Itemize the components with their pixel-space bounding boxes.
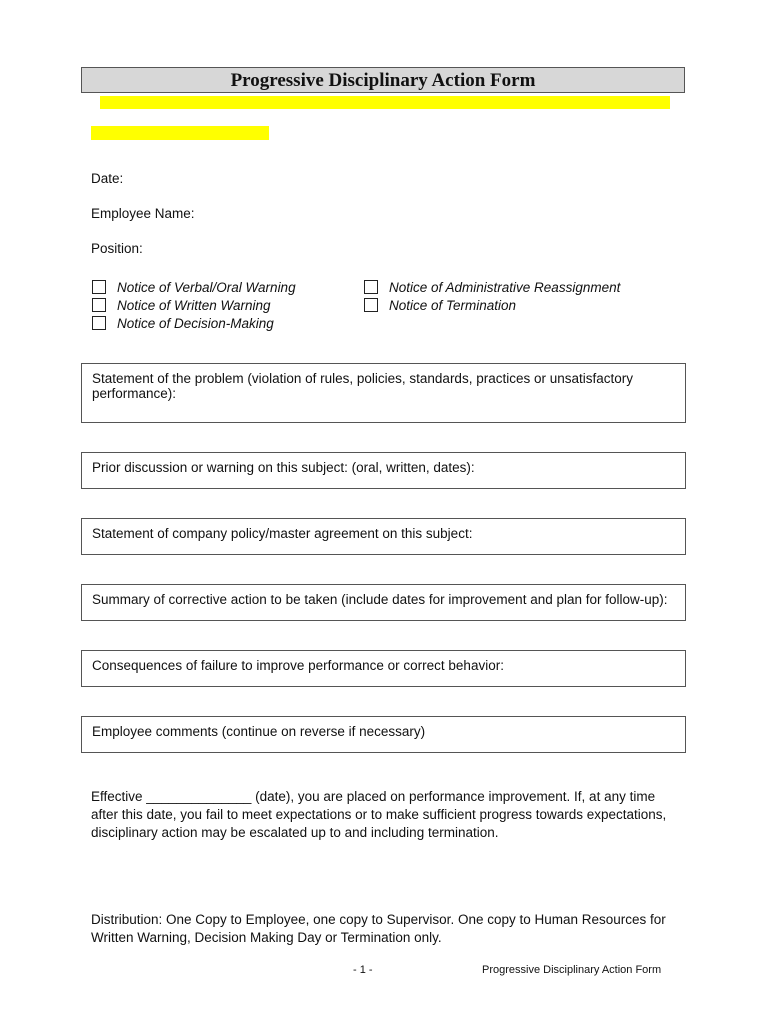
checkbox-group-left [92, 278, 296, 332]
section-label: Statement of company policy/master agreement on this subject: [92, 526, 473, 541]
prior-discussion-field[interactable] [81, 452, 686, 489]
position-label: Position: [91, 241, 143, 256]
checkbox-group-right [364, 278, 620, 314]
form-title: Progressive Disciplinary Action Form [81, 67, 685, 93]
checkbox-row [92, 296, 296, 314]
verbal-warning-checkbox[interactable] [92, 280, 106, 294]
administrative-reassignment-checkbox[interactable] [364, 280, 378, 294]
statement-problem-field[interactable] [81, 363, 686, 423]
termination-checkbox[interactable] [364, 298, 378, 312]
checkbox-row [364, 296, 620, 314]
distribution-note: Distribution: One Copy to Employee, one copy to Supervisor. One copy to Human Resources for Written Warning, Decision Making Day or Termination only. [91, 912, 666, 945]
checkbox-label: Notice of Decision-Making [117, 315, 274, 331]
section-label: Summary of corrective action to be taken (include dates for improvement and plan for follow-up): [92, 592, 668, 607]
checkbox-label: Notice of Verbal/Oral Warning [117, 279, 296, 295]
section-label: Prior discussion or warning on this subject: (oral, written, dates): [92, 460, 475, 475]
consequences-field[interactable] [81, 650, 686, 687]
checkbox-row [364, 278, 620, 296]
footer-title: Progressive Disciplinary Action Form [482, 964, 662, 976]
section-label: Statement of the problem (violation of rules, policies, standards, practices or unsatisfactory performance): [92, 371, 634, 401]
section-label: Consequences of failure to improve performance or correct behavior: [92, 658, 504, 673]
checkbox-row [92, 314, 296, 332]
highlight-bar [91, 126, 269, 140]
decision-making-checkbox[interactable] [92, 316, 106, 330]
effective-paragraph: Effective ______________ (date), you are placed on performance improvement. If, at any time after this date, you fail to meet expectations or to make sufficient progress towards expectations, disciplinary action may be escalated up to and including termination. [91, 789, 667, 840]
checkbox-label: Notice of Written Warning [117, 297, 271, 313]
checkbox-row [92, 278, 296, 296]
page-number: - 1 - [353, 964, 373, 976]
corrective-action-field[interactable] [81, 584, 686, 621]
company-policy-field[interactable] [81, 518, 686, 555]
checkbox-label: Notice of Termination [389, 297, 517, 313]
written-warning-checkbox[interactable] [92, 298, 106, 312]
checkbox-label: Notice of Administrative Reassignment [389, 279, 621, 295]
section-label: Employee comments (continue on reverse if necessary) [92, 724, 426, 739]
employee-name-label: Employee Name: [91, 206, 195, 221]
date-label: Date: [91, 171, 124, 186]
highlight-bar [100, 96, 670, 109]
employee-comments-field[interactable] [81, 716, 686, 753]
